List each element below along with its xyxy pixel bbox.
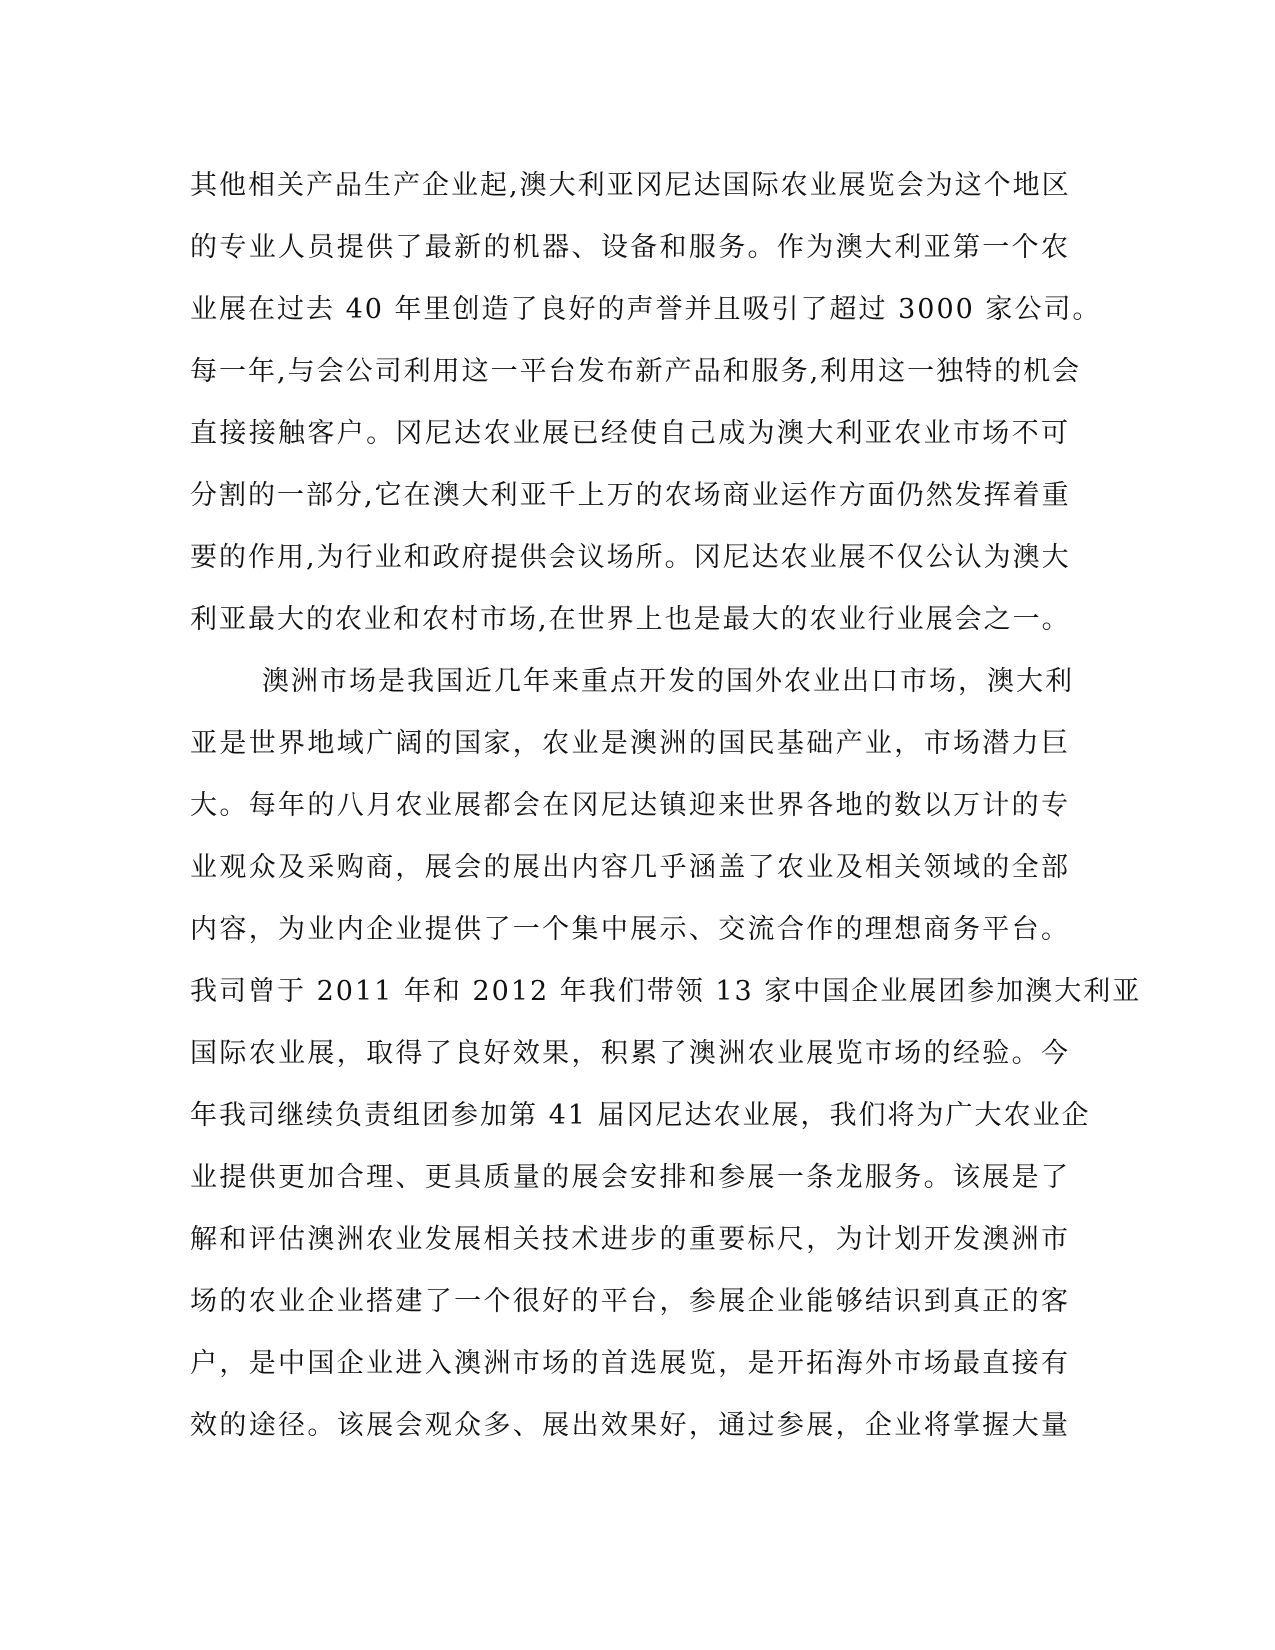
text-line: 要的作用,为行业和政府提供会议场所。冈尼达农业展不仅公认为澳大 — [190, 542, 1071, 573]
text-line: 澳洲市场是我国近几年来重点开发的国外农业出口市场，澳大利 — [262, 666, 1074, 697]
text-line: 年我司继续负责组团参加第 41 届冈尼达农业展，我们将为广大农业企 — [190, 1100, 1091, 1131]
text-line: 亚是世界地域广阔的国家，农业是澳洲的国民基础产业，市场潜力巨 — [190, 728, 1070, 759]
paragraph-1 — [190, 155, 1102, 651]
text-line: 解和评估澳洲农业发展相关技术进步的重要标尺，为计划开发澳洲市 — [190, 1224, 1070, 1255]
paragraph-2 — [190, 651, 1142, 1457]
text-line: 我司曾于 2011 年和 2012 年我们带领 13 家中国企业展团参加澳大利亚 — [190, 976, 1142, 1007]
text-line: 业提供更加合理、更具质量的展会安排和参展一条龙服务。该展是了 — [190, 1162, 1070, 1193]
text-line: 大。每年的八月农业展都会在冈尼达镇迎来世界各地的数以万计的专 — [190, 790, 1070, 821]
text-line: 国际农业展，取得了良好效果，积累了澳洲农业展览市场的经验。今 — [190, 1038, 1070, 1069]
text-line: 的专业人员提供了最新的机器、设备和服务。作为澳大利亚第一个农 — [190, 232, 1070, 263]
text-line: 户，是中国企业进入澳洲市场的首选展览，是开拓海外市场最直接有 — [190, 1348, 1070, 1379]
text-line: 业观众及采购商，展会的展出内容几乎涵盖了农业及相关领域的全部 — [190, 852, 1070, 883]
text-line: 每一年,与会公司利用这一平台发布新产品和服务,利用这一独特的机会 — [190, 356, 1082, 387]
text-line: 场的农业企业搭建了一个很好的平台，参展企业能够结识到真正的客 — [190, 1286, 1070, 1317]
text-line: 直接接触客户。冈尼达农业展已经使自己成为澳大利亚农业市场不可 — [190, 418, 1070, 449]
document-body — [190, 155, 1142, 1457]
text-line: 分割的一部分,它在澳大利亚千上万的农场商业运作方面仍然发挥着重 — [190, 480, 1071, 511]
text-line: 其他相关产品生产企业起,澳大利亚冈尼达国际农业展览会为这个地区 — [190, 170, 1071, 201]
text-line: 业展在过去 40 年里创造了良好的声誉并且吸引了超过 3000 家公司。 — [190, 294, 1102, 325]
text-line: 内容，为业内企业提供了一个集中展示、交流合作的理想商务平台。 — [190, 914, 1070, 945]
text-line: 利亚最大的农业和农村市场,在世界上也是最大的农业行业展会之一。 — [190, 604, 1071, 635]
text-line: 效的途径。该展会观众多、展出效果好，通过参展，企业将掌握大量 — [190, 1410, 1070, 1441]
